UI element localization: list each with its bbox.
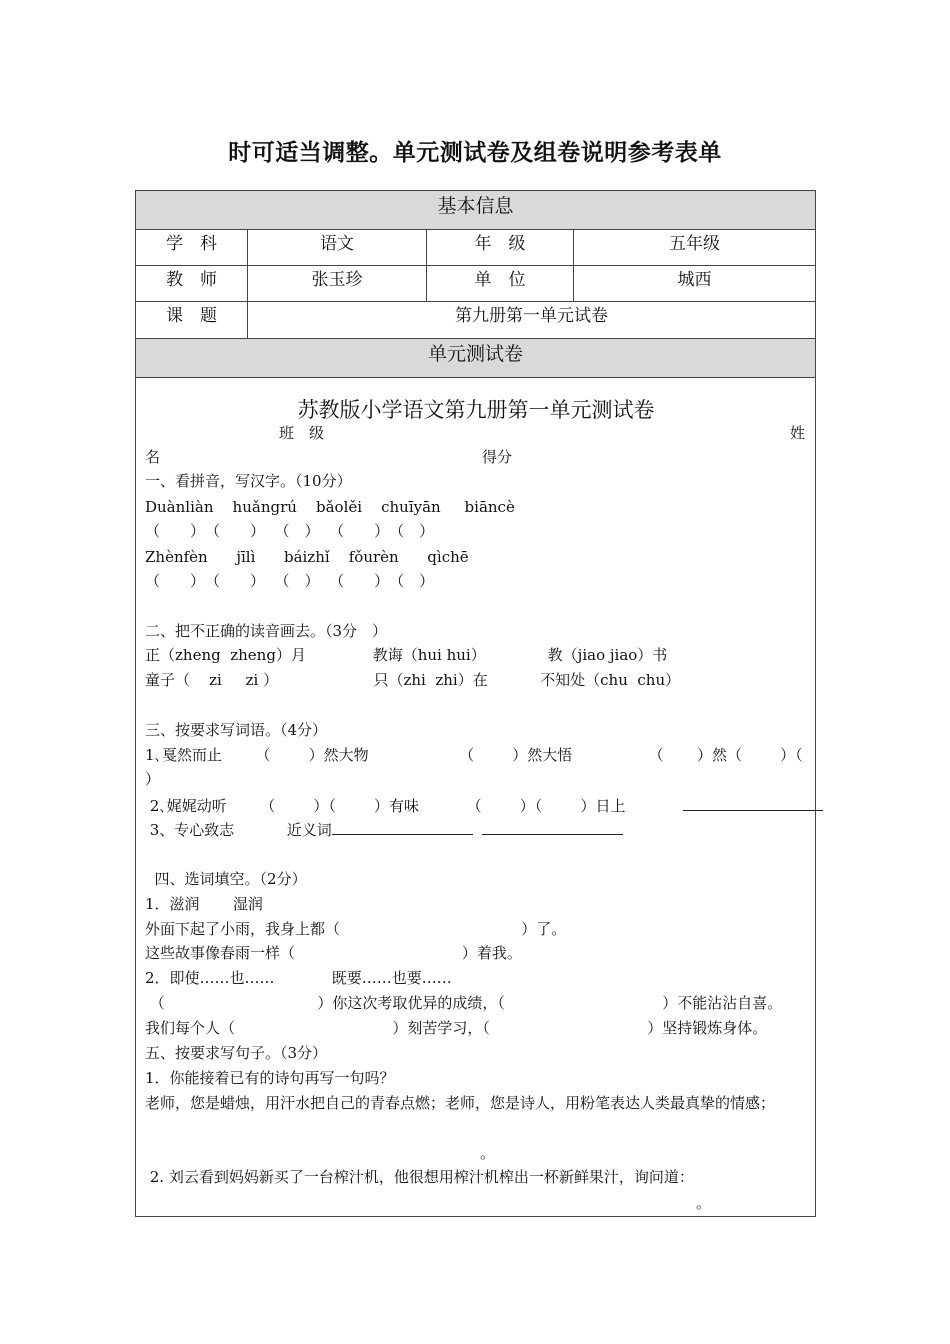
section-3-heading: 三、按要求写词语。（4分） [145, 721, 328, 739]
section-5-question-1: 1．你能接着已有的诗句再写一句吗？ [145, 1069, 395, 1087]
section-3-row-1: 1､戛然而止 （ ）然大物 （ ）然大悟 （ ）然（ ）（ [145, 746, 803, 764]
name-label-first: 姓 [790, 424, 806, 442]
section-5-heading: 五、按要求写句子。（3分） [145, 1044, 328, 1062]
answer-line [482, 820, 623, 835]
section-3-row-3-text: 3、专心致志 近义词 [145, 821, 332, 839]
section-5-question-1-end: 。 [480, 1144, 496, 1162]
test-paper [136, 378, 816, 1216]
test-paper-cell [136, 378, 816, 1217]
answer-line [683, 796, 823, 811]
section-3-row-3 [145, 820, 623, 839]
section-5-question-2: 2. 刘云看到妈妈新买了一台榨汁机，他很想用榨汁机榨出一杯新鲜果汁，询问道： [145, 1168, 694, 1186]
paper-title: 苏教版小学语文第九册第一单元测试卷 [297, 398, 655, 422]
section-1-brackets-row-2: （ ） （ ） （ ） （ ） （ ） [145, 572, 435, 590]
unit-test-header: 单元测试卷 [136, 339, 816, 378]
section-1-pinyin-row-1: Duànliàn huǎngrú bǎolěi chuīyān biāncè [145, 498, 515, 516]
section-4-sentence-3: （ ）你这次考取优异的成绩，（ ）不能沾沾自喜。 [145, 994, 783, 1012]
section-3-row-2 [145, 796, 823, 815]
name-label-second: 名 [145, 448, 161, 466]
class-label: 班 级 [279, 424, 325, 442]
section-3-row-2-text: 2､娓娓动听 （ ）（ ）有味 （ ）（ ）日上 [145, 797, 683, 815]
unit-label: 单 位 [427, 266, 574, 302]
section-5-question-1-text: 老师，您是蜡烛，用汗水把自己的青春点燃；老师，您是诗人，用粉笔表达人类最真挚的情感； [145, 1094, 776, 1112]
grade-value: 五年级 [574, 230, 816, 266]
section-1-pinyin-row-2: Zhènfèn jīlì báizhǐ fǒurèn qìchē [145, 548, 469, 566]
section-1-brackets-row-1: （ ） （ ） （ ） （ ） （ ） [145, 522, 435, 540]
section-4-word-pair-1: 1．滋润 湿润 [145, 895, 263, 913]
section-2-row-1: 正（zheng zheng）月 教诲（hui hui） 教（jiao jiao）书 [145, 646, 668, 664]
subject-value: 语文 [248, 230, 427, 266]
unit-value: 城西 [574, 266, 816, 302]
score-label: 得分 [482, 448, 513, 466]
section-4-word-pair-2: 2．即使……也…… 既要……也要…… [145, 969, 452, 987]
teacher-label: 教 师 [136, 266, 248, 302]
subject-label: 学 科 [136, 230, 248, 266]
section-4-sentence-2: 这些故事像春雨一样（ ）着我。 [145, 944, 522, 962]
section-4-sentence-4: 我们每个人（ ）刻苦学习，（ ）坚持锻炼身体。 [145, 1019, 768, 1037]
section-5-question-2-end: 。 [696, 1194, 712, 1212]
section-3-row-1-continued: ） [145, 770, 161, 788]
topic-value: 第九册第一单元试卷 [248, 302, 816, 339]
teacher-value: 张玉珍 [248, 266, 427, 302]
topic-label: 课 题 [136, 302, 248, 339]
answer-line [332, 820, 473, 835]
section-4-sentence-1: 外面下起了小雨，我身上都（ ）了。 [145, 920, 567, 938]
section-2-heading: 二、把不正确的读音画去。（3分 ） [145, 622, 388, 640]
section-2-row-2: 童子（ zi zi ） 只（zhi zhi）在 不知处（chu chu） [145, 671, 681, 689]
section-1-heading: 一、看拼音，写汉字。（10分） [145, 472, 352, 490]
document-title: 时可适当调整。单元测试卷及组卷说明参考表单 [228, 140, 722, 166]
exam-form-table [135, 190, 816, 1217]
section-4-heading: 四、选词填空。（2分） [145, 870, 307, 888]
grade-label: 年 级 [427, 230, 574, 266]
basic-info-header: 基本信息 [136, 191, 816, 230]
